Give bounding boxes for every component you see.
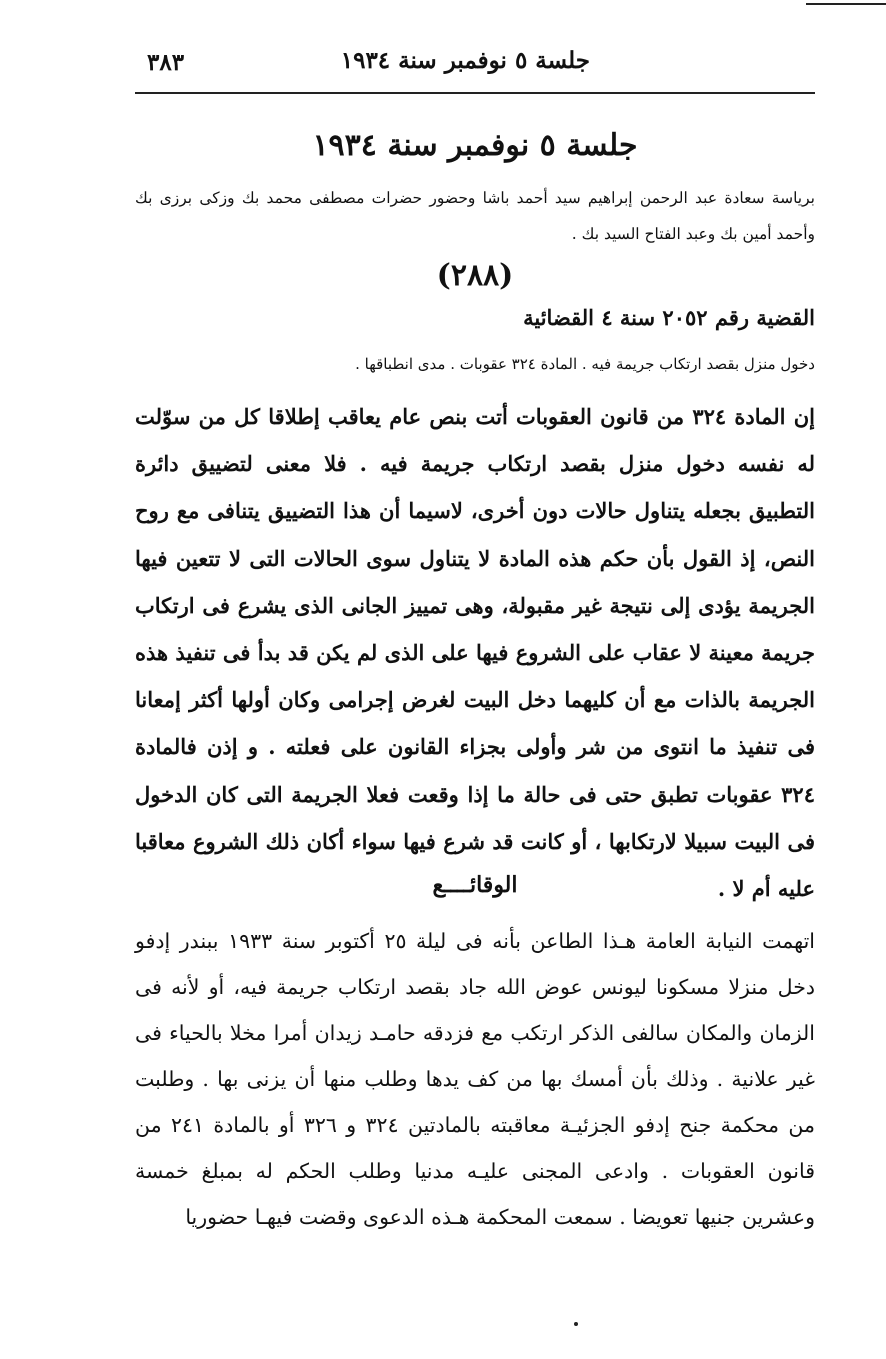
scan-edge-mark xyxy=(806,3,886,5)
header-rule xyxy=(135,92,815,94)
case-number: (٢٨٨) xyxy=(436,258,514,293)
session-title: جلسة ٥ نوفمبر سنة ١٩٣٤ xyxy=(312,128,638,163)
facts-body: اتهمت النيابة العامة هـذا الطاعن بأنه فى ليلة ٢٥ أكتوبر سنة ١٩٣٣ ببندر إدفو دخل منزلا مسكونا ليونس عوض الله جاد بقصد ارتكاب جريمة فيه، أو لأنه فى الزمان والمكان سالفى الذكر ارتكب مع فزدقه حامـد زيدان أمرا مخلا بالحياء فى غير علانية . وذلك بأن أمسك بها من كف يدها وطلب منها أن يزنى بها . وطلبت من محكمة جنح إدفو الجزئيـة معاقبته بالمادتين ٣٢٤ و ٣٢٦ أو بالمادة ٢٤١ من قانون العقوبات . وادعى المجنى عليـه مدنيا وطلب الحكم له بمبلغ خمسة وعشرين جنيها تعويضا . سمعت المحكمة هـذه الدعوى وقضت فيهـا حضوريا xyxy=(135,929,816,1229)
keywords-line: دخول منزل بقصد ارتكاب جريمة فيه . المادة ٣٢٤ عقوبات . مدى انطباقها . xyxy=(355,355,815,373)
presidency-line: برياسة سعادة عبد الرحمن إبراهيم سيد أحمد باشا وحضور حضرات مصطفى محمد بك وزكى برزى بك وأحمد أمين بك وعبد الفتاح السيد بك . xyxy=(135,189,815,243)
page-dot xyxy=(574,1322,578,1326)
page-number: ٣٨٣ xyxy=(147,49,185,76)
running-header xyxy=(135,45,815,85)
facts-heading: الوقائــــع xyxy=(432,872,518,898)
case-reference: القضية رقم ٢٠٥٢ سنة ٤ القضائية xyxy=(523,305,815,330)
legal-principle: إن المادة ٣٢٤ من قانون العقوبات أتت بنص عام يعاقب إطلاقا كل من سوّلت له نفسه دخول منزل بقصد ارتكاب جريمة فيه . فلا معنى لتضييق دائرة التطبيق بجعله يتناول حالات دون أخرى، لاسيما أن هذا التضييق يتنافى مع روح النص، إذ القول بأن حكم هذه المادة لا يتناول سوى الحالات التى لا تتعين فيها الجريمة يؤدى إلى نتيجة غير مقبولة، وهى تمييز الجانى الذى يشرع فى ارتكاب جريمة معينة لا عقاب على الشروع فيها على الذى لم يكن قد بدأ فى تنفيذ هذه الجريمة بالذات مع أن كليهما دخل البيت لغرض إجرامى وكان أولها أكثر إمعانا فى تنفيذ ما انتوى من شر وأولى بجزاء القانون على فعلته . و إذن فالمادة ٣٢٤ عقوبات تطبق حتى فى حالة ما إذا وقعت فعلا الجريمة التى كان الدخول فى البيت سبيلا لارتكابها ، أو كانت قد شرع فيها سواء أكان ذلك الشروع معاقبا عليه أم لا . xyxy=(135,404,815,902)
running-title: جلسة ٥ نوفمبر سنة ١٩٣٤ xyxy=(340,47,590,74)
